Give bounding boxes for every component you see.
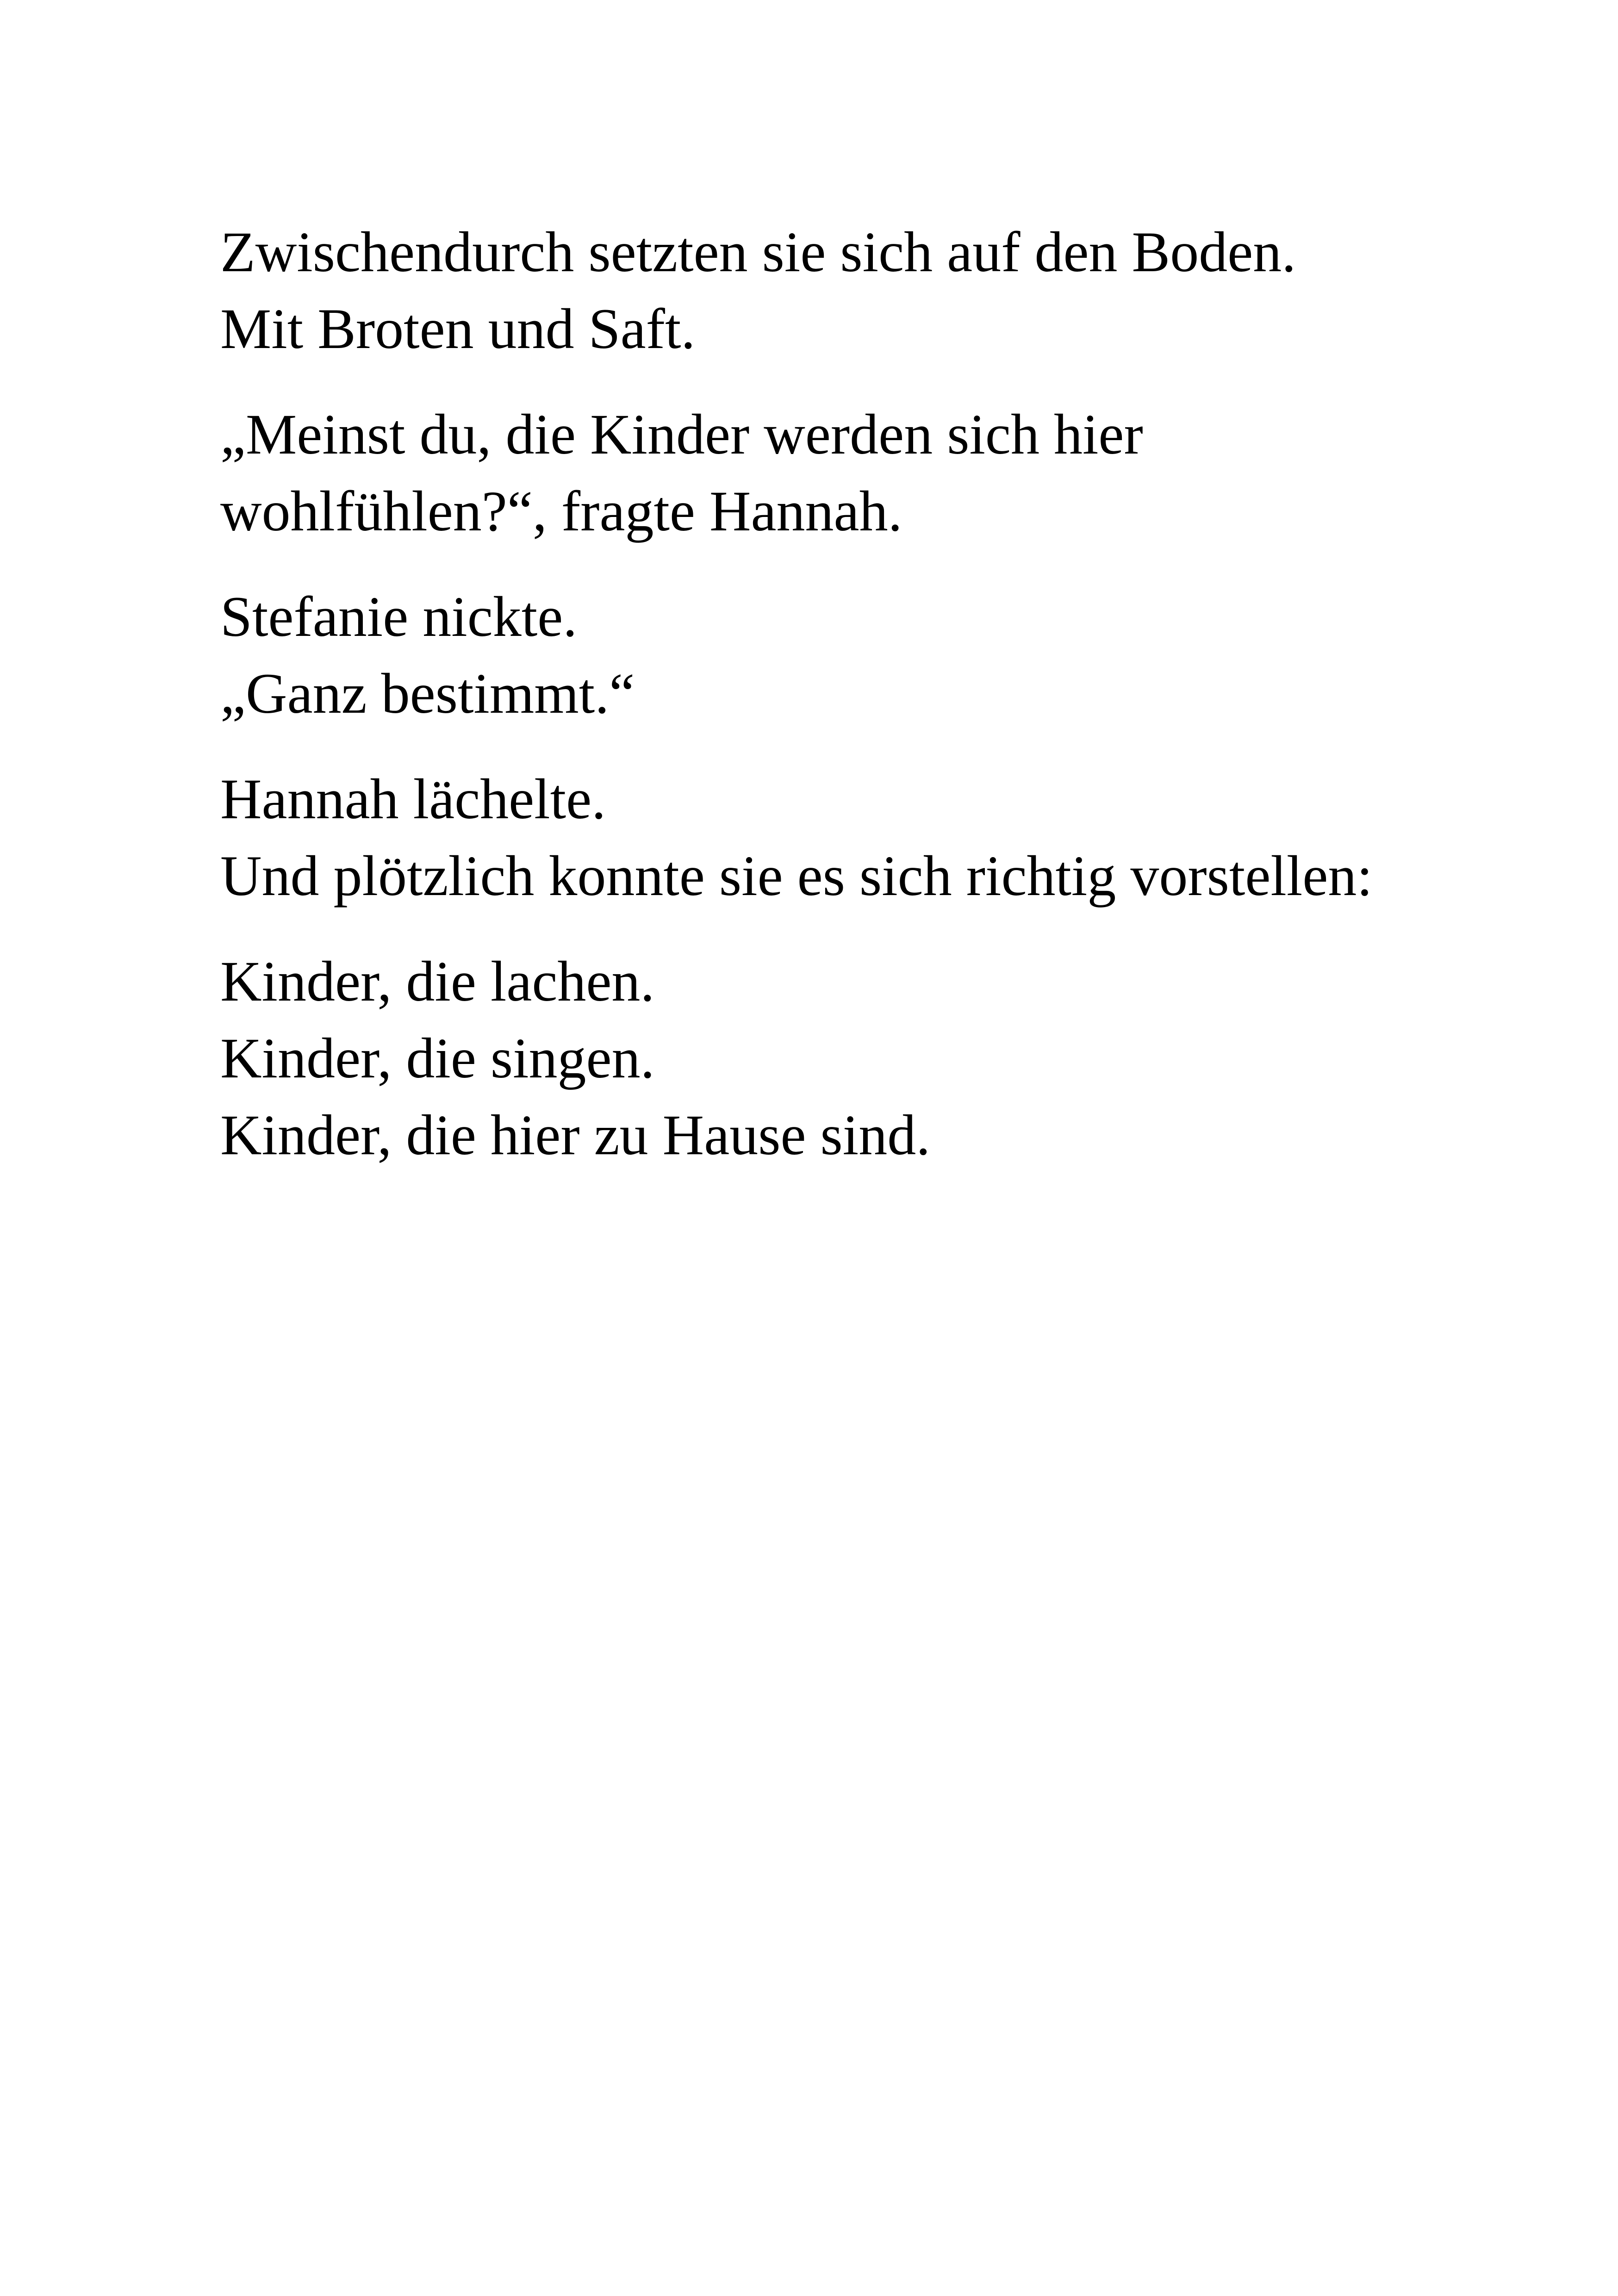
paragraph: [220, 214, 1470, 367]
text-line: Stefanie nickte.: [220, 585, 578, 648]
text-line: Mit Broten und Saft.: [220, 297, 696, 361]
text-line: Kinder, die lachen.: [220, 950, 655, 1013]
text-line: Kinder, die hier zu Hause sind.: [220, 1103, 931, 1167]
text-line: Hannah lächelte.: [220, 767, 606, 831]
text-line: „Meinst du, die Kinder werden sich hier: [220, 403, 1143, 466]
story-text: [220, 214, 1470, 1202]
paragraph: [220, 761, 1470, 915]
text-line: Zwischendurch setzten sie sich auf den Boden.: [220, 220, 1296, 284]
text-line: Kinder, die singen.: [220, 1027, 655, 1090]
text-line: wohlfühlen?“, fragte Hannah.: [220, 479, 902, 543]
paragraph: [220, 579, 1470, 732]
text-line: Und plötzlich konnte sie es sich richtig vorstellen:: [220, 844, 1373, 908]
paragraph: [220, 396, 1470, 550]
paragraph: [220, 943, 1470, 1174]
text-line: „Ganz bestimmt.“: [220, 662, 635, 725]
